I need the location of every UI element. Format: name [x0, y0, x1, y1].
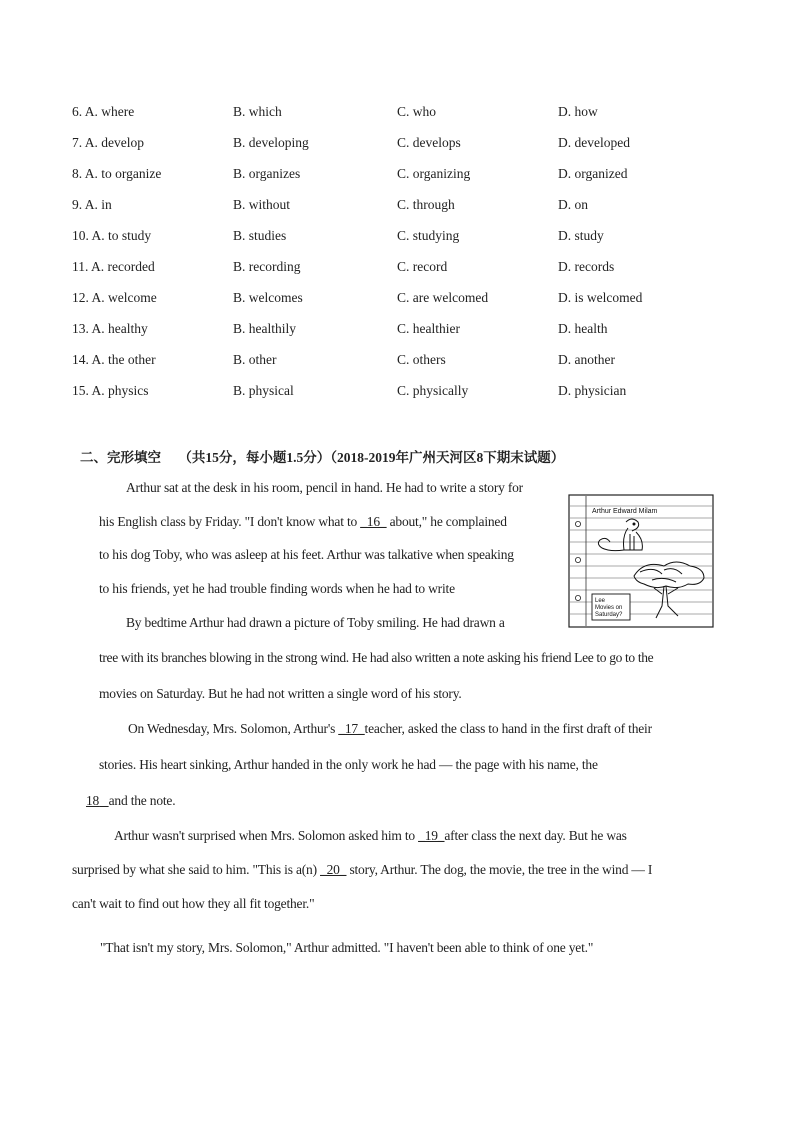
- option-c: C. are welcomed: [397, 290, 489, 305]
- passage-text: his English class by Friday. "I don't know what to: [99, 514, 361, 529]
- option-d: D. developed: [558, 135, 630, 150]
- option-b: B. developing: [233, 135, 309, 150]
- option-b: B. studies: [233, 228, 287, 243]
- option-row: [72, 132, 752, 163]
- passage-text: about," he complained: [386, 514, 507, 529]
- option-c: C. organizing: [397, 166, 471, 181]
- option-b: B. recording: [233, 259, 301, 274]
- option-a: 15. A. physics: [72, 383, 149, 398]
- passage-line: [72, 862, 652, 878]
- passage-text: story, Arthur. The dog, the movie, the tree in the wind — I: [346, 862, 653, 877]
- blank-19: _19_: [418, 828, 445, 843]
- option-row: [72, 318, 752, 349]
- option-c: C. healthier: [397, 321, 460, 336]
- option-d: D. how: [558, 104, 598, 119]
- passage-line: [128, 721, 652, 737]
- option-row: [72, 194, 752, 225]
- passage-line: to his dog Toby, who was asleep at his feet. Arthur was talkative when speaking: [99, 547, 514, 562]
- passage-text: after class the next day. But he was: [444, 828, 627, 843]
- blank-18-tail: [99, 793, 109, 808]
- figure-name-text: Arthur Edward Milam: [592, 508, 658, 515]
- option-a: 6. A. where: [72, 104, 135, 119]
- option-d: D. on: [558, 197, 588, 212]
- passage-line: stories. His heart sinking, Arthur handed in the only work he had — the page with his name, the: [99, 757, 598, 772]
- option-a: 9. A. in: [72, 197, 112, 212]
- option-d: D. study: [558, 228, 604, 243]
- note-line-1: Lee: [595, 598, 606, 604]
- notebook-drawing: [568, 494, 714, 628]
- option-c: C. develops: [397, 135, 461, 150]
- passage-line: movies on Saturday. But he had not written a single word of his story.: [99, 686, 462, 701]
- option-d: D. records: [558, 259, 615, 274]
- section-title: [80, 446, 564, 466]
- option-d: D. another: [558, 352, 615, 367]
- option-row: [72, 101, 752, 132]
- option-c: C. who: [397, 104, 437, 119]
- passage-line: can't wait to find out how they all fit together.": [72, 896, 315, 911]
- option-a: 14. A. the other: [72, 352, 156, 367]
- option-b: B. which: [233, 104, 282, 119]
- option-b: B. physical: [233, 383, 294, 398]
- option-row: [72, 163, 752, 194]
- option-row: [72, 225, 752, 256]
- option-d: D. is welcomed: [558, 290, 643, 305]
- passage-line: By bedtime Arthur had drawn a picture of Toby smiling. He had drawn a: [126, 615, 505, 630]
- option-row: [72, 256, 752, 287]
- option-b: B. without: [233, 197, 291, 212]
- option-a: 12. A. welcome: [72, 290, 157, 305]
- option-row: [72, 349, 752, 380]
- option-d: D. health: [558, 321, 608, 336]
- option-c: C. through: [397, 197, 455, 212]
- passage-text: Arthur wasn't surprised when Mrs. Solomon asked him to: [114, 828, 419, 843]
- blank-18: 18: [86, 793, 100, 808]
- notebook-sketch: [568, 494, 714, 628]
- passage-text: teacher, asked the class to hand in the first draft of their: [364, 721, 652, 736]
- option-a: 7. A. develop: [72, 135, 144, 150]
- option-b: B. other: [233, 352, 277, 367]
- option-b: B. welcomes: [233, 290, 303, 305]
- option-c: C. studying: [397, 228, 460, 243]
- blank-20: _20_: [320, 862, 347, 877]
- option-d: D. organized: [558, 166, 628, 181]
- option-c: C. physically: [397, 383, 469, 398]
- option-c: C. others: [397, 352, 446, 367]
- section-info: （共15分，每小题1.5分）（2018-2019年广州天河区8下期末试题）: [178, 450, 565, 465]
- passage-line: tree with its branches blowing in the strong wind. He had also written a note asking his friend Lee to go to the: [99, 650, 654, 665]
- passage-text: On Wednesday, Mrs. Solomon, Arthur's: [128, 721, 339, 736]
- option-d: D. physician: [558, 383, 627, 398]
- passage-line: [99, 514, 507, 530]
- passage-line: [86, 793, 175, 809]
- option-b: B. healthily: [233, 321, 296, 336]
- passage-line: [114, 828, 627, 844]
- blank-16: _16_: [360, 514, 387, 529]
- option-b: B. organizes: [233, 166, 301, 181]
- option-a: 10. A. to study: [72, 228, 152, 243]
- passage-line: to his friends, yet he had trouble finding words when he had to write: [99, 581, 455, 596]
- passage-text: surprised by what she said to him. "This is a(n): [72, 862, 321, 877]
- option-a: 8. A. to organize: [72, 166, 162, 181]
- note-line-2: Movies on: [595, 605, 623, 611]
- passage-text: and the note.: [108, 793, 176, 808]
- options-table: [72, 101, 752, 411]
- option-a: 11. A. recorded: [72, 259, 155, 274]
- option-row: [72, 287, 752, 318]
- section-heading: 二、完形填空: [80, 450, 161, 465]
- option-row: [72, 380, 752, 411]
- note-line-3: Saturday?: [595, 612, 623, 618]
- passage-line: Arthur sat at the desk in his room, pencil in hand. He had to write a story for: [126, 480, 523, 495]
- passage-line: "That isn't my story, Mrs. Solomon," Arthur admitted. "I haven't been able to think of one yet.": [100, 940, 594, 955]
- option-a: 13. A. healthy: [72, 321, 148, 336]
- blank-17: _17_: [338, 721, 365, 736]
- option-c: C. record: [397, 259, 448, 274]
